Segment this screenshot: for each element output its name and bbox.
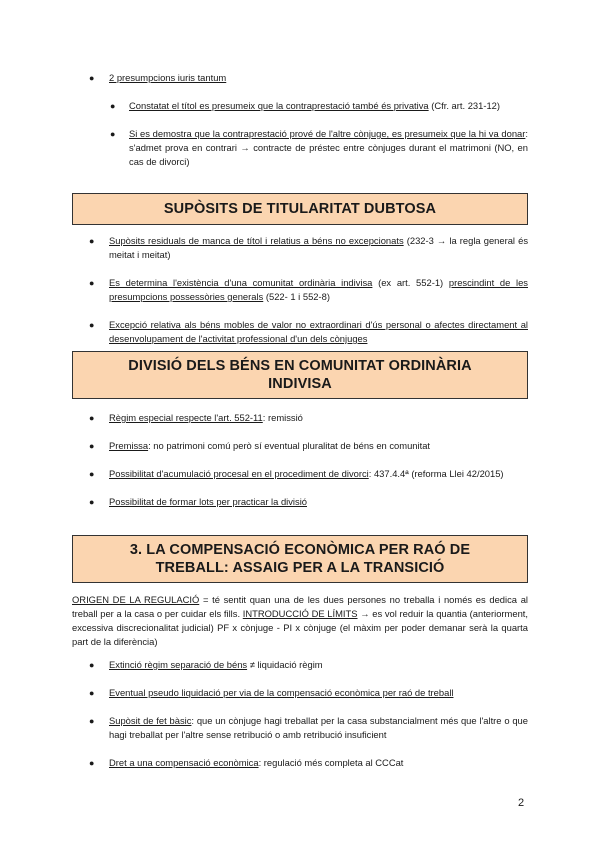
item-text: Premissa xyxy=(109,440,149,451)
bullet-icon: ● xyxy=(89,278,95,288)
presumptions-sublist xyxy=(72,99,528,169)
item-text: : s'admet prova en contrari → contracte de préstec entre cònjuges durant el matrimoni (NO, en cas de divorci) xyxy=(129,128,528,167)
item-text: Possibilitat d'acumulació procesal en el procediment de divorci xyxy=(109,468,369,479)
section-header-compensacio xyxy=(72,535,528,583)
presumptions-list xyxy=(72,71,528,85)
item-text: 2 presumpcions iuris tantum xyxy=(109,72,227,83)
page-number: 2 xyxy=(518,797,525,809)
bullet-icon: ● xyxy=(89,758,95,768)
list-item xyxy=(72,411,528,425)
bullet-icon: ● xyxy=(89,497,95,507)
list-item xyxy=(72,276,528,304)
section-header-titularitat xyxy=(72,193,528,225)
item-text: Possibilitat de formar lots per practicar la divisió xyxy=(109,496,307,507)
item-text: prescindint de les presumpcions possessòries generals xyxy=(109,277,528,302)
section-title: TREBALL: ASSAIG PER A LA TRANSICIÓ xyxy=(155,560,445,576)
list-item xyxy=(72,467,528,481)
list-item xyxy=(72,686,528,700)
bullet-icon: ● xyxy=(89,320,95,330)
item-text: Extinció règim separació de béns xyxy=(109,659,248,670)
item-text: Eventual pseudo liquidació per via de la compensació econòmica per raó de treball xyxy=(109,687,454,698)
section-header-divisio xyxy=(72,351,528,399)
bullet-icon: ● xyxy=(89,688,95,698)
bullet-icon: ● xyxy=(110,129,116,139)
item-text: Dret a una compensació econòmica xyxy=(109,757,259,768)
list-item xyxy=(72,127,528,169)
item-text: (522- 1 i 552-8) xyxy=(263,291,330,302)
bullet-icon: ● xyxy=(89,660,95,670)
compensacio-list xyxy=(72,658,528,770)
item-text: (Cfr. art. 231-12) xyxy=(428,100,501,111)
origin-paragraph xyxy=(72,593,528,649)
titularitat-list xyxy=(72,234,528,346)
paragraph-text: → es vol reduir la quantia (anteriorment, excessiva discrecionalitat judicial) PF x cònjuge - PI x cònjuge (el màxim per poder demanar serà la quarta part de la diferència) xyxy=(72,608,528,647)
item-text: (ex art. 552-1) xyxy=(372,277,449,288)
list-item xyxy=(72,714,528,742)
list-item xyxy=(72,495,528,509)
item-text: Constatat el títol es presumeix que la contraprestació també és privativa xyxy=(129,100,429,111)
paragraph-text: ORIGEN DE LA REGULACIÓ xyxy=(72,594,200,605)
bullet-icon: ● xyxy=(89,716,95,726)
list-item xyxy=(72,756,528,770)
section-title: DIVISIÓ DELS BÉNS EN COMUNITAT ORDINÀRIA xyxy=(128,358,472,374)
bullet-icon: ● xyxy=(89,73,95,83)
item-text: : regulació més completa al CCCat xyxy=(258,757,404,768)
section-title: 3. LA COMPENSACIÓ ECONÒMICA PER RAÓ DE xyxy=(129,542,471,558)
item-text: : que un cònjuge hagi treballat per la casa substancialment més que l'altre o que hagi treballat per l'altre sense retribució o amb retribució insuficient xyxy=(109,715,528,740)
list-item xyxy=(72,99,528,113)
list-item xyxy=(72,318,528,346)
bullet-icon: ● xyxy=(89,236,95,246)
item-text: (232-3 → la regla general és meitat i meitat) xyxy=(109,235,529,260)
section-title: INDIVISA xyxy=(268,376,332,392)
item-text: Es determina l'existència d'una comunitat ordinària indivisa xyxy=(109,277,373,288)
bullet-icon: ● xyxy=(89,413,95,423)
paragraph-text: = té sentit quan una de les dues persones no treballa i només es dedica al treball per a la casa o per cuidar els fills. xyxy=(72,594,528,619)
item-text: Excepció relativa als béns mobles de valor no extraordinari d'ús personal o afectes directament al desenvolupament de l'activitat professional d'un dels cònjuges xyxy=(109,319,528,344)
paragraph-text: INTRODUCCIÓ DE LÍMITS xyxy=(242,608,358,619)
list-item xyxy=(72,658,528,672)
list-item xyxy=(72,439,528,453)
item-text: ≠ liquidació règim xyxy=(247,659,323,670)
divisio-list xyxy=(72,411,528,509)
item-text: Règim especial respecte l'art. 552-11 xyxy=(109,412,263,423)
bullet-icon: ● xyxy=(89,469,95,479)
list-item xyxy=(72,71,528,85)
bullet-icon: ● xyxy=(110,101,116,111)
item-text: : no patrimoni comú però sí eventual pluralitat de béns en comunitat xyxy=(148,440,431,451)
item-text: Si es demostra que la contraprestació prové de l'altre cònjuge, es presumeix que la hi va donar xyxy=(129,128,526,139)
item-text: : 437.4.4ª (reforma Llei 42/2015) xyxy=(368,468,504,479)
section-title: SUPÒSITS DE TITULARITAT DUBTOSA xyxy=(163,201,437,217)
item-text: Supòsits residuals de manca de títol i relatius a béns no excepcionats xyxy=(109,235,404,246)
item-text: : remissió xyxy=(262,412,303,423)
list-item xyxy=(72,234,528,262)
bullet-icon: ● xyxy=(89,441,95,451)
item-text: Supòsit de fet bàsic xyxy=(109,715,192,726)
